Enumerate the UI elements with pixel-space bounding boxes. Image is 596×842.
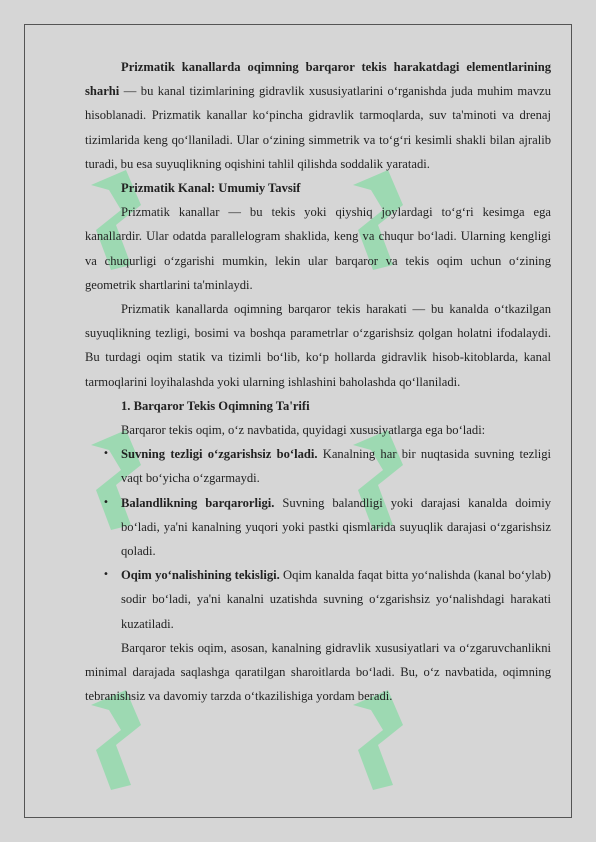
list-item-title: Balandlikning barqarorligi.	[121, 495, 275, 510]
paragraph: Prizmatik kanallarda oqimning barqaror tekis harakati — bu kanalda o‘tkazilgan suyuqlikning tezligi, bosimi va boshqa parametrlar o‘zgarishsiz qolgan holatni ifodalaydi. Bu turdagi oqim statik va tizimli bo‘lib, ko‘p hollarda gidravlik hisob-kitoblarda, kanal tarmoqlarini loyihalashda yoki ularning ishlashini baholashda qo‘llaniladi.	[85, 302, 551, 389]
property-list	[85, 442, 551, 636]
list-item	[121, 442, 551, 490]
section-heading-general: Prizmatik Kanal: Umumiy Tavsif	[121, 181, 301, 196]
list-item-text: Suvning balandligi yoki darajasi kanalda doimiy bo‘ladi, ya'ni kanalning yuqori yoki pastki qismlarida suyuqlik darajasi o‘zgarishsiz qoladi.	[121, 495, 551, 559]
closing-paragraph: Barqaror tekis oqim, asosan, kanalning gidravlik xususiyatlari va o‘zgaruvchanlikni minimal darajada saqlashga qaratilgan sharoitlarda bo‘ladi. Bu, o‘z navbatida, oqimning tebranishsiz va davomiy tarzda o‘tkazilishiga yordam beradi.	[85, 640, 551, 704]
intro-paragraph	[85, 55, 551, 176]
document-body	[85, 55, 551, 708]
list-item-title: Oqim yo‘nalishining tekisligi.	[121, 568, 280, 583]
list-item-title: Suvning tezligi o‘zgarishsiz bo‘ladi.	[121, 447, 318, 462]
list-lead-paragraph: Barqaror tekis oqim, o‘z navbatida, quyidagi xususiyatlarga ega bo‘ladi:	[121, 423, 486, 438]
intro-text: — bu kanal tizimlarining gidravlik xususiyatlarini o‘rganishda juda muhim mavzu hisoblanadi. Prizmatik kanallar ko‘pincha gidravlik tarmoqlarda, suv ta'minoti va drenaj tizimlarida keng qo‘llaniladi. Ular o‘zining simmetrik va to‘g‘ri kesimli shakli bilan ajralib turadi, bu esa suyuqlikning oqishini tahlil qilishda soddalik yaratadi.	[85, 84, 551, 171]
list-item-text: Oqim kanalda faqat bitta yo‘nalishda (kanal bo‘ylab) sodir bo‘ladi, ya'ni kanalni uzatishda suvning o‘zgarishsiz yo‘nalishdagi harakati kuzatiladi.	[121, 568, 552, 631]
section-heading-definition: 1. Barqaror Tekis Oqimning Ta'rifi	[121, 398, 310, 413]
list-item	[121, 563, 551, 636]
list-item-text: Kanalning har bir nuqtasida suvning tezligi vaqt bo‘yicha o‘zgarmaydi.	[121, 447, 551, 486]
intro-bold-lead: Prizmatik kanallarda oqimning barqaror tekis harakatdagi elementlarining sharhi	[85, 60, 551, 99]
page-frame	[24, 24, 572, 818]
list-item	[121, 491, 551, 564]
paragraph: Prizmatik kanallar — bu tekis yoki qiyshiq joylardagi to‘g‘ri kesimga ega kanallardir. Ular odatda parallelogram shaklida, keng va chuqur bo‘ladi. Ularning kengligi va chuqurligi o‘zgarishi mumkin, lekin ular barqaror va tekis oqim uchun o‘zining geometrik shartlarini ta'minlaydi.	[85, 205, 551, 292]
